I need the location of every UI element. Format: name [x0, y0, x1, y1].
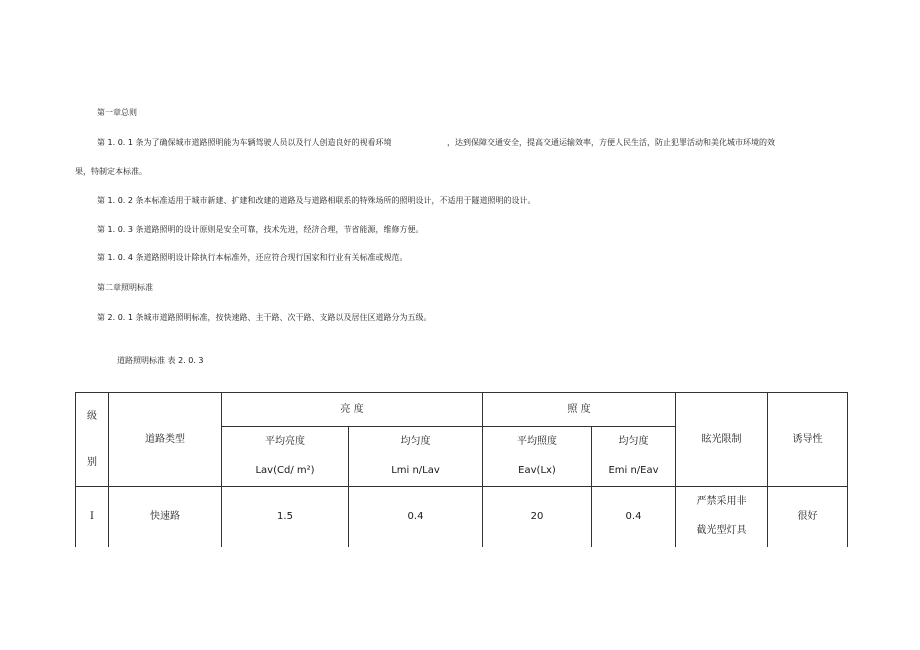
paragraph-1-0-4: 第 1. 0. 4 条道路照明设计除执行本标准外，还应符合现行国家和行业有关标准或规范。: [97, 253, 408, 262]
cell-level: Ⅰ: [76, 487, 109, 547]
paragraph-1-0-1-part-a: 第 1. 0. 1 条为了确保城市道路照明能为车辆驾驶人员以及行人创造良好的视看环境: [97, 138, 392, 147]
header-guidance: 诱导性: [768, 393, 848, 487]
cell-road-type: 快速路: [109, 487, 222, 547]
header-illuminance-uniformity-label: 均匀度: [618, 436, 649, 447]
header-luminance-uniformity-unit: Lmi n/Lav: [391, 465, 440, 476]
header-road-type: 道路类型: [109, 393, 222, 487]
header-level-char-1: 级: [87, 410, 97, 422]
paragraph-1-0-1-part-c: 果，特制定本标准。: [75, 167, 147, 176]
lighting-standard-table: [75, 392, 848, 547]
header-level-char-2: 别: [87, 456, 97, 468]
cell-glare-limit-line-2: 截光型灯具: [696, 525, 747, 537]
header-avg-luminance: [222, 427, 349, 487]
cell-luminance-uniformity: 0.4: [349, 487, 483, 547]
chapter1-title: 第一章总则: [97, 108, 137, 117]
header-level: [76, 393, 109, 487]
cell-avg-luminance: 1.5: [222, 487, 349, 547]
header-illuminance-uniformity-unit: Emi n/Eav: [608, 465, 659, 476]
table-row: [76, 487, 848, 547]
cell-glare-limit-line-1: 严禁采用非: [696, 496, 747, 508]
paragraph-1-0-3: 第 1. 0. 3 条道路照明的设计原则是安全可靠，技术先进，经济合理，节省能源，维修方便。: [97, 225, 424, 234]
header-luminance: 亮 度: [222, 393, 483, 427]
paragraph-1-0-1-part-b: ，达到保障交通安全，提高交通运输效率，方便人民生活，防止犯罪活动和美化城市环境的效: [447, 138, 775, 147]
header-avg-luminance-label: 平均亮度: [265, 436, 305, 447]
cell-avg-illuminance: 20: [483, 487, 592, 547]
cell-glare-limit: [676, 487, 768, 547]
header-glare-limit: 眩光限制: [676, 393, 768, 487]
table-caption: 道路照明标准 表 2. 0. 3: [117, 356, 204, 365]
header-illuminance: 照 度: [483, 393, 676, 427]
header-luminance-uniformity-label: 均匀度: [400, 436, 431, 447]
chapter2-title: 第二章照明标准: [97, 283, 153, 292]
paragraph-1-0-2: 第 1. 0. 2 条本标准适用于城市新建、扩建和改建的道路及与道路相联系的特殊场所的照明设计，不适用于隧道照明的设计。: [97, 196, 536, 205]
header-avg-illuminance-unit: Eav(Lx): [518, 465, 556, 476]
paragraph-2-0-1: 第 2. 0. 1 条城市道路照明标准，按快速路、主干路、次干路、支路以及居住区道路分为五级。: [97, 313, 432, 322]
header-avg-illuminance-label: 平均照度: [517, 436, 557, 447]
header-avg-luminance-unit: Lav(Cd/ m²): [255, 465, 315, 476]
cell-illuminance-uniformity: 0.4: [592, 487, 676, 547]
header-luminance-uniformity: [349, 427, 483, 487]
header-illuminance-uniformity: [592, 427, 676, 487]
header-avg-illuminance: [483, 427, 592, 487]
cell-guidance: 很好: [768, 487, 848, 547]
